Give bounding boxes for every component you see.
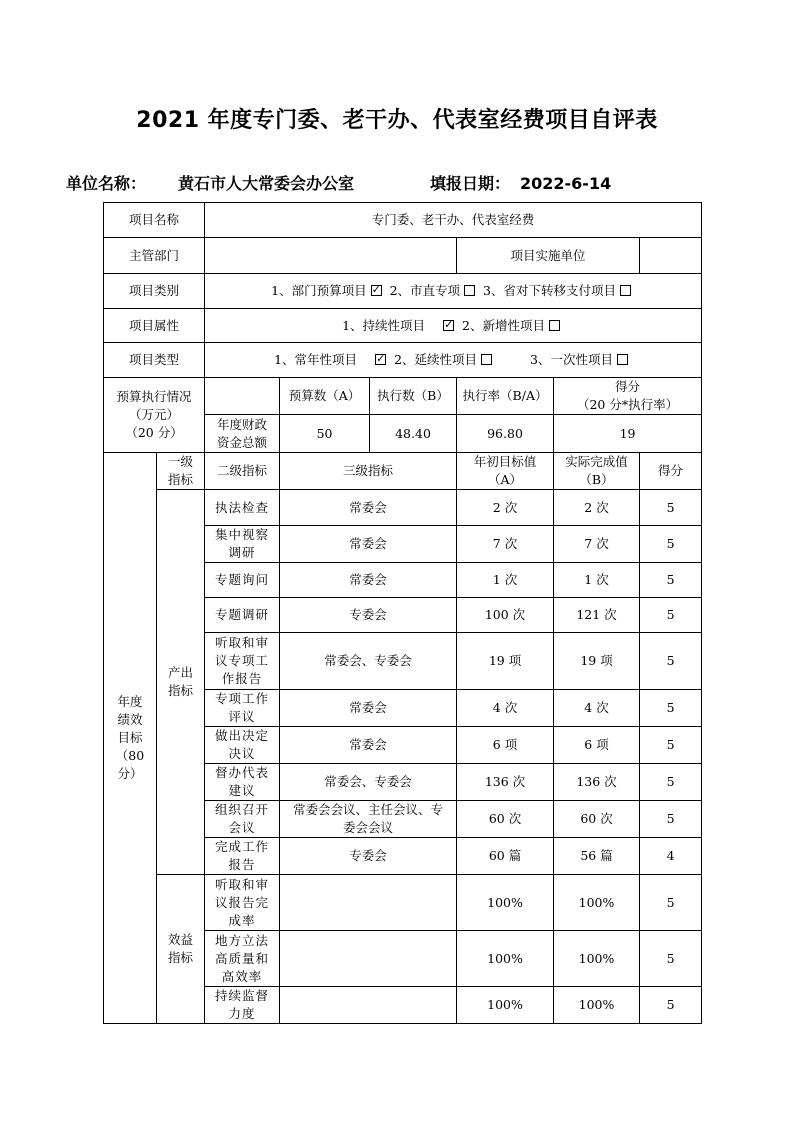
- checkbox-icon: [464, 285, 475, 296]
- score-cell: 5: [640, 987, 702, 1024]
- target-cell: 136 次: [457, 764, 554, 801]
- impl-unit-label: 项目实施单位: [457, 238, 640, 274]
- budget-score-value: 19: [554, 415, 702, 453]
- level3-cell: [280, 875, 457, 931]
- category-option-3: 3、省对下转移支付项目: [483, 283, 616, 298]
- budget-col-budget: 预算数（A）: [280, 378, 370, 415]
- exec-value: 48.40: [370, 415, 457, 453]
- level3-cell: 专委会: [280, 598, 457, 633]
- actual-cell: 60 次: [554, 801, 640, 838]
- checked-box-icon: [371, 285, 382, 296]
- level2-cell: 地方立法 高质量和 高效率: [205, 931, 280, 987]
- checkbox-icon: [617, 354, 628, 365]
- level3-cell: 常委会: [280, 563, 457, 598]
- budget-col-exec: 执行数（B）: [370, 378, 457, 415]
- level3-cell: 常委会、专委会: [280, 633, 457, 690]
- head-score: 得分: [640, 453, 702, 490]
- actual-cell: 7 次: [554, 526, 640, 563]
- score-cell: 5: [640, 875, 702, 931]
- level2-cell: 做出决定 决议: [205, 727, 280, 764]
- actual-cell: 19 项: [554, 633, 640, 690]
- project-name-row: [104, 203, 702, 238]
- target-cell: 1 次: [457, 563, 554, 598]
- checkbox-icon: [620, 285, 631, 296]
- goals-header-row: [104, 453, 702, 490]
- category-options: [205, 274, 702, 309]
- level2-cell: 专项工作 评议: [205, 690, 280, 727]
- checkbox-icon: [481, 354, 492, 365]
- actual-cell: 1 次: [554, 563, 640, 598]
- head-level2: 二级指标: [205, 453, 280, 490]
- budget-label: 预算执行情况 （万元） （20 分）: [104, 378, 205, 453]
- type-option-2: 2、延续性项目: [394, 352, 478, 367]
- actual-cell: 56 篇: [554, 838, 640, 875]
- target-cell: 4 次: [457, 690, 554, 727]
- attribute-option-1: 1、持续性项目: [342, 317, 426, 333]
- category-row: [104, 274, 702, 309]
- category-option-1: 1、部门预算项目: [271, 283, 367, 298]
- checked-box-icon: [443, 320, 454, 331]
- type-option-1: 1、常年性项目: [274, 352, 358, 367]
- level2-cell: 督办代表 建议: [205, 764, 280, 801]
- level2-cell: 听取和审 议报告完 成率: [205, 875, 280, 931]
- score-cell: 4: [640, 838, 702, 875]
- score-cell: 5: [640, 490, 702, 526]
- level2-cell: 专题询问: [205, 563, 280, 598]
- score-cell: 5: [640, 727, 702, 764]
- level3-cell: [280, 987, 457, 1024]
- target-cell: 7 次: [457, 526, 554, 563]
- level3-cell: 常委会会议、主任会议、专 委会会议: [280, 801, 457, 838]
- target-cell: 2 次: [457, 490, 554, 526]
- level2-cell: 执法检查: [205, 490, 280, 526]
- attribute-row: [104, 309, 702, 343]
- type-option-3: 3、一次性项目: [530, 352, 613, 367]
- head-actual: 实际完成值 （B）: [554, 453, 640, 490]
- output-indicator-label: 产出 指标: [157, 490, 205, 875]
- unit-label: 单位名称：: [66, 174, 147, 193]
- level2-cell: 专题调研: [205, 598, 280, 633]
- score-cell: 5: [640, 563, 702, 598]
- dept-row: [104, 238, 702, 274]
- actual-cell: 4 次: [554, 690, 640, 727]
- score-cell: 5: [640, 764, 702, 801]
- level2-cell: 听取和审 议专项工 作报告: [205, 633, 280, 690]
- target-cell: 100%: [457, 931, 554, 987]
- table-row: [104, 875, 702, 931]
- impl-unit-value: [640, 238, 702, 274]
- dept-value: [205, 238, 457, 274]
- attribute-label: 项目属性: [104, 309, 205, 343]
- actual-cell: 121 次: [554, 598, 640, 633]
- budget-row-label: 年度财政 资金总额: [205, 415, 280, 453]
- score-cell: 5: [640, 931, 702, 987]
- score-cell: 5: [640, 690, 702, 727]
- evaluation-table: [103, 202, 702, 1024]
- level2-cell: 组织召开 会议: [205, 801, 280, 838]
- head-target: 年初目标值 （A）: [457, 453, 554, 490]
- level3-cell: 常委会: [280, 690, 457, 727]
- category-option-2: 2、市直专项: [389, 283, 461, 298]
- dept-label: 主管部门: [104, 238, 205, 274]
- table-row: [104, 490, 702, 526]
- budget-col-score: 得分 （20 分*执行率）: [554, 378, 702, 415]
- target-cell: 100%: [457, 875, 554, 931]
- goals-label: 年度 绩效 目标 （80 分）: [104, 453, 157, 1024]
- attribute-options: [205, 309, 702, 343]
- checkbox-icon: [549, 320, 560, 331]
- unit-value: 黄石市人大常委会办公室: [178, 174, 355, 193]
- rate-value: 96.80: [457, 415, 554, 453]
- score-cell: 5: [640, 801, 702, 838]
- page-title: 2021 年度专门委、老干办、代表室经费项目自评表: [136, 108, 658, 133]
- attribute-option-2: 2、新增性项目: [462, 317, 546, 333]
- benefit-indicator-label: 效益 指标: [157, 875, 205, 1024]
- level2-cell: 集中视察 调研: [205, 526, 280, 563]
- actual-cell: 136 次: [554, 764, 640, 801]
- level3-cell: 常委会: [280, 490, 457, 526]
- actual-cell: 6 项: [554, 727, 640, 764]
- budget-value: 50: [280, 415, 370, 453]
- category-label: 项目类别: [104, 274, 205, 309]
- budget-col-rate: 执行率（B/A）: [457, 378, 554, 415]
- target-cell: 60 篇: [457, 838, 554, 875]
- target-cell: 60 次: [457, 801, 554, 838]
- level3-cell: [280, 931, 457, 987]
- level3-cell: 专委会: [280, 838, 457, 875]
- project-name-label: 项目名称: [104, 203, 205, 238]
- score-cell: 5: [640, 633, 702, 690]
- level3-cell: 常委会、专委会: [280, 764, 457, 801]
- actual-cell: 2 次: [554, 490, 640, 526]
- date-value: 2022-6-14: [520, 174, 612, 193]
- header-line: [66, 171, 611, 194]
- actual-cell: 100%: [554, 931, 640, 987]
- actual-cell: 100%: [554, 875, 640, 931]
- target-cell: 100%: [457, 987, 554, 1024]
- budget-blank-cell: [205, 378, 280, 415]
- project-name-value: 专门委、老干办、代表室经费: [205, 203, 702, 238]
- target-cell: 6 项: [457, 727, 554, 764]
- level3-cell: 常委会: [280, 727, 457, 764]
- level3-cell: 常委会: [280, 526, 457, 563]
- type-row: [104, 343, 702, 378]
- target-cell: 100 次: [457, 598, 554, 633]
- score-cell: 5: [640, 598, 702, 633]
- type-label: 项目类型: [104, 343, 205, 378]
- head-level1: 一级 指标: [157, 453, 205, 490]
- date-label: 填报日期：: [430, 174, 511, 193]
- level2-cell: 持续监督 力度: [205, 987, 280, 1024]
- level2-cell: 完成工作 报告: [205, 838, 280, 875]
- score-cell: 5: [640, 526, 702, 563]
- budget-header-row: [104, 378, 702, 415]
- checked-box-icon: [375, 354, 386, 365]
- type-options: [205, 343, 702, 378]
- target-cell: 19 项: [457, 633, 554, 690]
- actual-cell: 100%: [554, 987, 640, 1024]
- head-level3: 三级指标: [280, 453, 457, 490]
